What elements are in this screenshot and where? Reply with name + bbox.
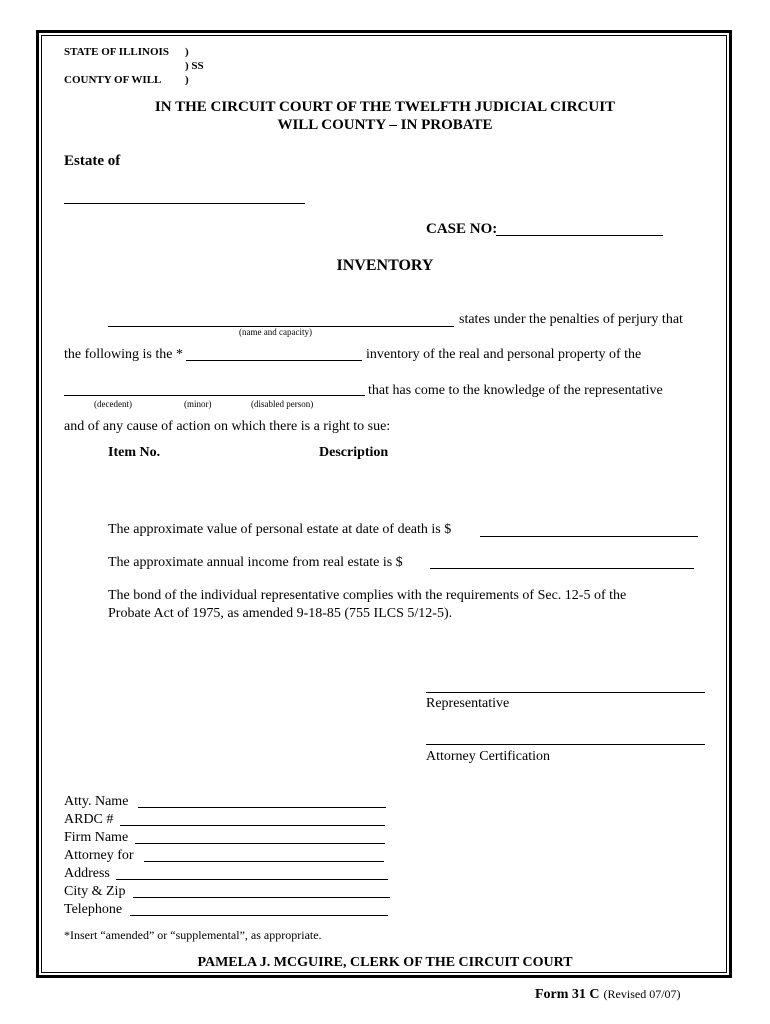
knowledge-text: that has come to the knowledge of the representative: [368, 383, 663, 398]
form-id-line: [535, 986, 681, 1002]
caption-disabled: (disabled person): [251, 399, 314, 409]
ss-label: ) SS: [185, 60, 204, 72]
ardc-label: ARDC #: [64, 812, 114, 827]
form-number: Form 31 C: [535, 987, 600, 1002]
annual-income-text: The approximate annual income from real estate is $: [108, 555, 403, 570]
form-border-inner: [41, 35, 727, 973]
representative-label: Representative: [426, 696, 510, 711]
telephone-label: Telephone: [64, 902, 123, 917]
footnote: *Insert “amended” or “supplemental”, as appropriate.: [64, 928, 322, 942]
firm-name-field[interactable]: [135, 843, 385, 844]
atty-name-label: Atty. Name: [64, 794, 129, 809]
estate-of-label: Estate of: [64, 153, 121, 169]
perjury-text: states under the penalties of perjury that: [459, 312, 683, 327]
court-subtitle: WILL COUNTY – IN PROBATE: [277, 117, 493, 133]
name-capacity-caption: (name and capacity): [239, 327, 312, 337]
state-label: STATE OF ILLINOIS: [64, 46, 169, 58]
address-label: Address: [64, 866, 110, 881]
attorney-for-field[interactable]: [144, 861, 384, 862]
document-title: INVENTORY: [336, 257, 434, 274]
case-no-label: CASE NO:: [426, 221, 498, 237]
column-description: Description: [319, 445, 389, 460]
case-no-field[interactable]: [496, 235, 663, 236]
estate-name-field[interactable]: [64, 203, 305, 204]
following-prefix: the following is the *: [64, 347, 183, 362]
cause-text: and of any cause of action on which there is a right to sue:: [64, 419, 391, 434]
attorney-certification-label: Attorney Certification: [426, 749, 551, 764]
county-label: COUNTY OF WILL: [64, 74, 162, 86]
clerk-name: PAMELA J. MCGUIRE, CLERK OF THE CIRCUIT COURT: [197, 955, 573, 970]
inventory-type-field[interactable]: [186, 360, 362, 361]
column-item-no: Item No.: [108, 445, 161, 460]
caption-decedent: (decedent): [94, 399, 132, 409]
attorney-signature-line[interactable]: [426, 744, 705, 745]
city-zip-label: City & Zip: [64, 884, 126, 899]
city-zip-field[interactable]: [133, 897, 390, 898]
venue-paren: ): [185, 46, 189, 58]
annual-income-value-field[interactable]: [430, 568, 694, 569]
attorney-for-label: Attorney for: [64, 848, 134, 863]
ardc-field[interactable]: [120, 825, 385, 826]
atty-name-field[interactable]: [138, 807, 386, 808]
representative-signature-line[interactable]: [426, 692, 705, 693]
venue-paren: ): [185, 74, 189, 86]
address-field[interactable]: [116, 879, 388, 880]
court-title: IN THE CIRCUIT COURT OF THE TWELFTH JUDICIAL CIRCUIT: [154, 99, 616, 115]
bond-text-line2: Probate Act of 1975, as amended 9-18-85 (755 ILCS 5/12-5).: [108, 606, 453, 621]
form-revision: (Revised 07/07): [603, 987, 681, 1001]
subject-name-field[interactable]: [64, 395, 365, 396]
following-suffix: inventory of the real and personal property of the: [366, 347, 642, 362]
bond-text-line1: The bond of the individual representative complies with the requirements of Sec. 12-5 of the: [108, 588, 627, 603]
firm-name-label: Firm Name: [64, 830, 129, 845]
caption-minor: (minor): [184, 399, 212, 409]
personal-estate-text: The approximate value of personal estate at date of death is $: [108, 522, 452, 537]
personal-estate-value-field[interactable]: [480, 536, 698, 537]
telephone-field[interactable]: [130, 915, 388, 916]
